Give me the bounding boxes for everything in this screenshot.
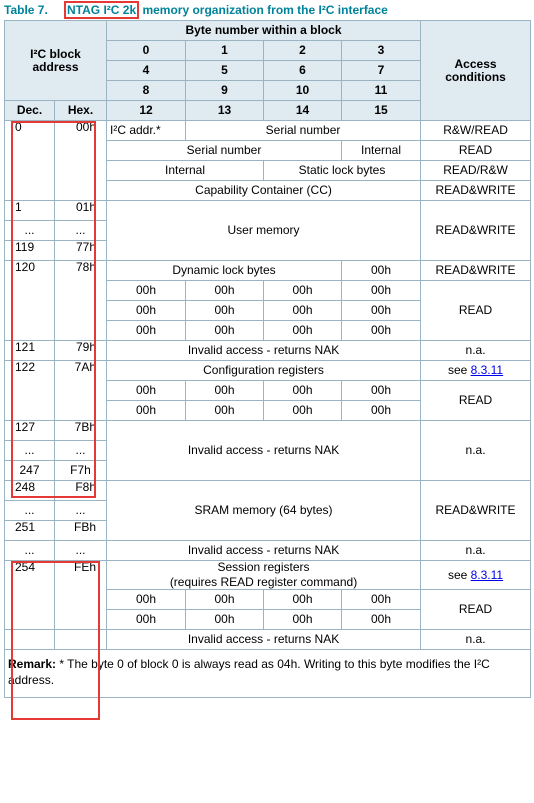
chip-name-highlight: NTAG I²C 2k xyxy=(64,1,139,19)
byte-value-cell: 00h xyxy=(264,321,342,341)
byte-value-cell: 00h xyxy=(264,610,342,630)
access-see-cell xyxy=(421,561,531,590)
block-hex: 77h xyxy=(55,241,107,261)
block-hex: FEh xyxy=(55,561,107,630)
block-hex: 01h xyxy=(55,201,107,221)
byte-value-cell: 00h xyxy=(107,381,186,401)
i2c-address-cell: I²C addr.* xyxy=(107,121,186,141)
byte-value-cell: 00h xyxy=(186,321,264,341)
byte-value-cell: 00h xyxy=(107,281,186,301)
byte-value-cell: 00h xyxy=(342,381,421,401)
byte-value-cell: 00h xyxy=(186,281,264,301)
access-see-cell xyxy=(421,361,531,381)
session-registers-title: Session registers xyxy=(217,560,310,574)
sram-memory-cell: SRAM memory (64 bytes) xyxy=(107,481,421,541)
table-title: memory organization from the I²C interface xyxy=(139,3,388,17)
byte-value-cell: 00h xyxy=(264,301,342,321)
access-cell: n.a. xyxy=(421,541,531,561)
ellipsis: ... xyxy=(5,501,55,521)
byte-value-cell: 00h xyxy=(342,261,421,281)
byte-index: 6 xyxy=(264,61,342,81)
byte-value-cell: 00h xyxy=(186,610,264,630)
invalid-access-cell: Invalid access - returns NAK xyxy=(107,630,421,650)
block-dec: 121 xyxy=(5,341,55,361)
empty-cell xyxy=(55,630,107,650)
configuration-registers-cell: Configuration registers xyxy=(107,361,421,381)
block-hex: 78h xyxy=(55,261,107,341)
byte-index: 13 xyxy=(186,101,264,121)
ellipsis: ... xyxy=(55,221,107,241)
block-hex: 00h xyxy=(55,121,107,201)
byte-value-cell: 00h xyxy=(342,610,421,630)
byte-value-cell: 00h xyxy=(107,321,186,341)
byte-index: 9 xyxy=(186,81,264,101)
byte-index: 12 xyxy=(107,101,186,121)
block-dec: 127 xyxy=(5,421,55,441)
byte-value-cell: 00h xyxy=(264,590,342,610)
block-dec: 248 xyxy=(5,481,55,501)
user-memory-cell: User memory xyxy=(107,201,421,261)
static-lock-bytes-cell: Static lock bytes xyxy=(264,161,421,181)
byte-index: 11 xyxy=(342,81,421,101)
session-registers-note: (requires READ register command) xyxy=(169,575,358,589)
serial-number-cell: Serial number xyxy=(107,141,342,161)
internal-cell: Internal xyxy=(107,161,264,181)
block-dec: 1 xyxy=(5,201,55,221)
serial-number-cell: Serial number xyxy=(186,121,421,141)
access-cell: READ&WRITE xyxy=(421,181,531,201)
ellipsis: ... xyxy=(55,541,107,561)
byte-value-cell: 00h xyxy=(264,401,342,421)
byte-value-cell: 00h xyxy=(264,281,342,301)
byte-index: 4 xyxy=(107,61,186,81)
byte-value-cell: 00h xyxy=(342,301,421,321)
ellipsis: ... xyxy=(55,501,107,521)
remark-text: * The byte 0 of block 0 is always read as 04h. Writing to this byte modifies the I²C address. xyxy=(8,657,490,687)
block-hex: FBh xyxy=(55,521,107,541)
ellipsis: ... xyxy=(5,441,55,461)
access-cell: READ xyxy=(421,381,531,421)
byte-value-cell: 00h xyxy=(342,590,421,610)
invalid-access-cell: Invalid access - returns NAK xyxy=(107,541,421,561)
byte-index: 7 xyxy=(342,61,421,81)
block-hex: F8h xyxy=(55,481,107,501)
access-cell: READ&WRITE xyxy=(421,481,531,541)
session-registers-cell xyxy=(107,561,421,590)
remark-label: Remark: xyxy=(8,657,57,671)
block-hex: 79h xyxy=(55,341,107,361)
invalid-access-cell: Invalid access - returns NAK xyxy=(107,421,421,481)
see-label: see xyxy=(447,363,471,377)
byte-value-cell: 00h xyxy=(264,381,342,401)
byte-index: 5 xyxy=(186,61,264,81)
section-link[interactable]: 8.3.11 xyxy=(470,363,504,377)
byte-index: 10 xyxy=(264,81,342,101)
byte-value-cell: 00h xyxy=(107,401,186,421)
byte-value-cell: 00h xyxy=(107,610,186,630)
block-hex: 7Bh xyxy=(55,421,107,441)
block-dec: 254 xyxy=(5,561,55,630)
table-caption xyxy=(4,0,388,20)
byte-value-cell: 00h xyxy=(342,401,421,421)
access-cell: n.a. xyxy=(421,341,531,361)
block-dec: 120 xyxy=(5,261,55,341)
ellipsis: ... xyxy=(55,441,107,461)
access-cell: R&W/READ xyxy=(421,121,531,141)
byte-index: 0 xyxy=(107,41,186,61)
block-dec: 0 xyxy=(5,121,55,201)
header-access-conditions: Access conditions xyxy=(421,21,531,121)
byte-value-cell: 00h xyxy=(186,301,264,321)
byte-value-cell: 00h xyxy=(107,590,186,610)
capability-container-cell: Capability Container (CC) xyxy=(107,181,421,201)
header-block-address: I²C block address xyxy=(5,21,107,101)
access-cell: n.a. xyxy=(421,421,531,481)
header-hex: Hex. xyxy=(55,101,107,121)
empty-cell xyxy=(5,630,55,650)
byte-index: 14 xyxy=(264,101,342,121)
byte-value-cell: 00h xyxy=(186,381,264,401)
access-cell: READ xyxy=(421,141,531,161)
byte-index: 1 xyxy=(186,41,264,61)
memory-organization-table xyxy=(4,20,531,698)
byte-index: 15 xyxy=(342,101,421,121)
access-cell: n.a. xyxy=(421,630,531,650)
block-dec: 122 xyxy=(5,361,55,421)
byte-index: 8 xyxy=(107,81,186,101)
access-cell: READ xyxy=(421,281,531,341)
byte-value-cell: 00h xyxy=(107,301,186,321)
access-cell: READ xyxy=(421,590,531,630)
table-number: Table 7. xyxy=(4,3,48,17)
access-cell: READ/R&W xyxy=(421,161,531,181)
block-dec: 251 xyxy=(5,521,55,541)
header-byte-number: Byte number within a block xyxy=(107,21,421,41)
header-dec: Dec. xyxy=(5,101,55,121)
block-dec: 247 xyxy=(5,461,55,481)
ellipsis: ... xyxy=(5,221,55,241)
ellipsis: ... xyxy=(5,541,55,561)
byte-value-cell: 00h xyxy=(342,321,421,341)
table-remark xyxy=(5,650,531,698)
byte-value-cell: 00h xyxy=(342,281,421,301)
block-hex: 7Ah xyxy=(55,361,107,421)
see-label: see xyxy=(447,567,471,582)
invalid-access-cell: Invalid access - returns NAK xyxy=(107,341,421,361)
block-dec: 119 xyxy=(5,241,55,261)
internal-cell: Internal xyxy=(342,141,421,161)
access-cell: READ&WRITE xyxy=(421,201,531,261)
block-hex: F7h xyxy=(55,461,107,481)
byte-value-cell: 00h xyxy=(186,590,264,610)
byte-value-cell: 00h xyxy=(186,401,264,421)
byte-index: 3 xyxy=(342,41,421,61)
access-cell: READ&WRITE xyxy=(421,261,531,281)
dynamic-lock-bytes-cell: Dynamic lock bytes xyxy=(107,261,342,281)
section-link[interactable]: 8.3.11 xyxy=(470,567,504,582)
byte-index: 2 xyxy=(264,41,342,61)
